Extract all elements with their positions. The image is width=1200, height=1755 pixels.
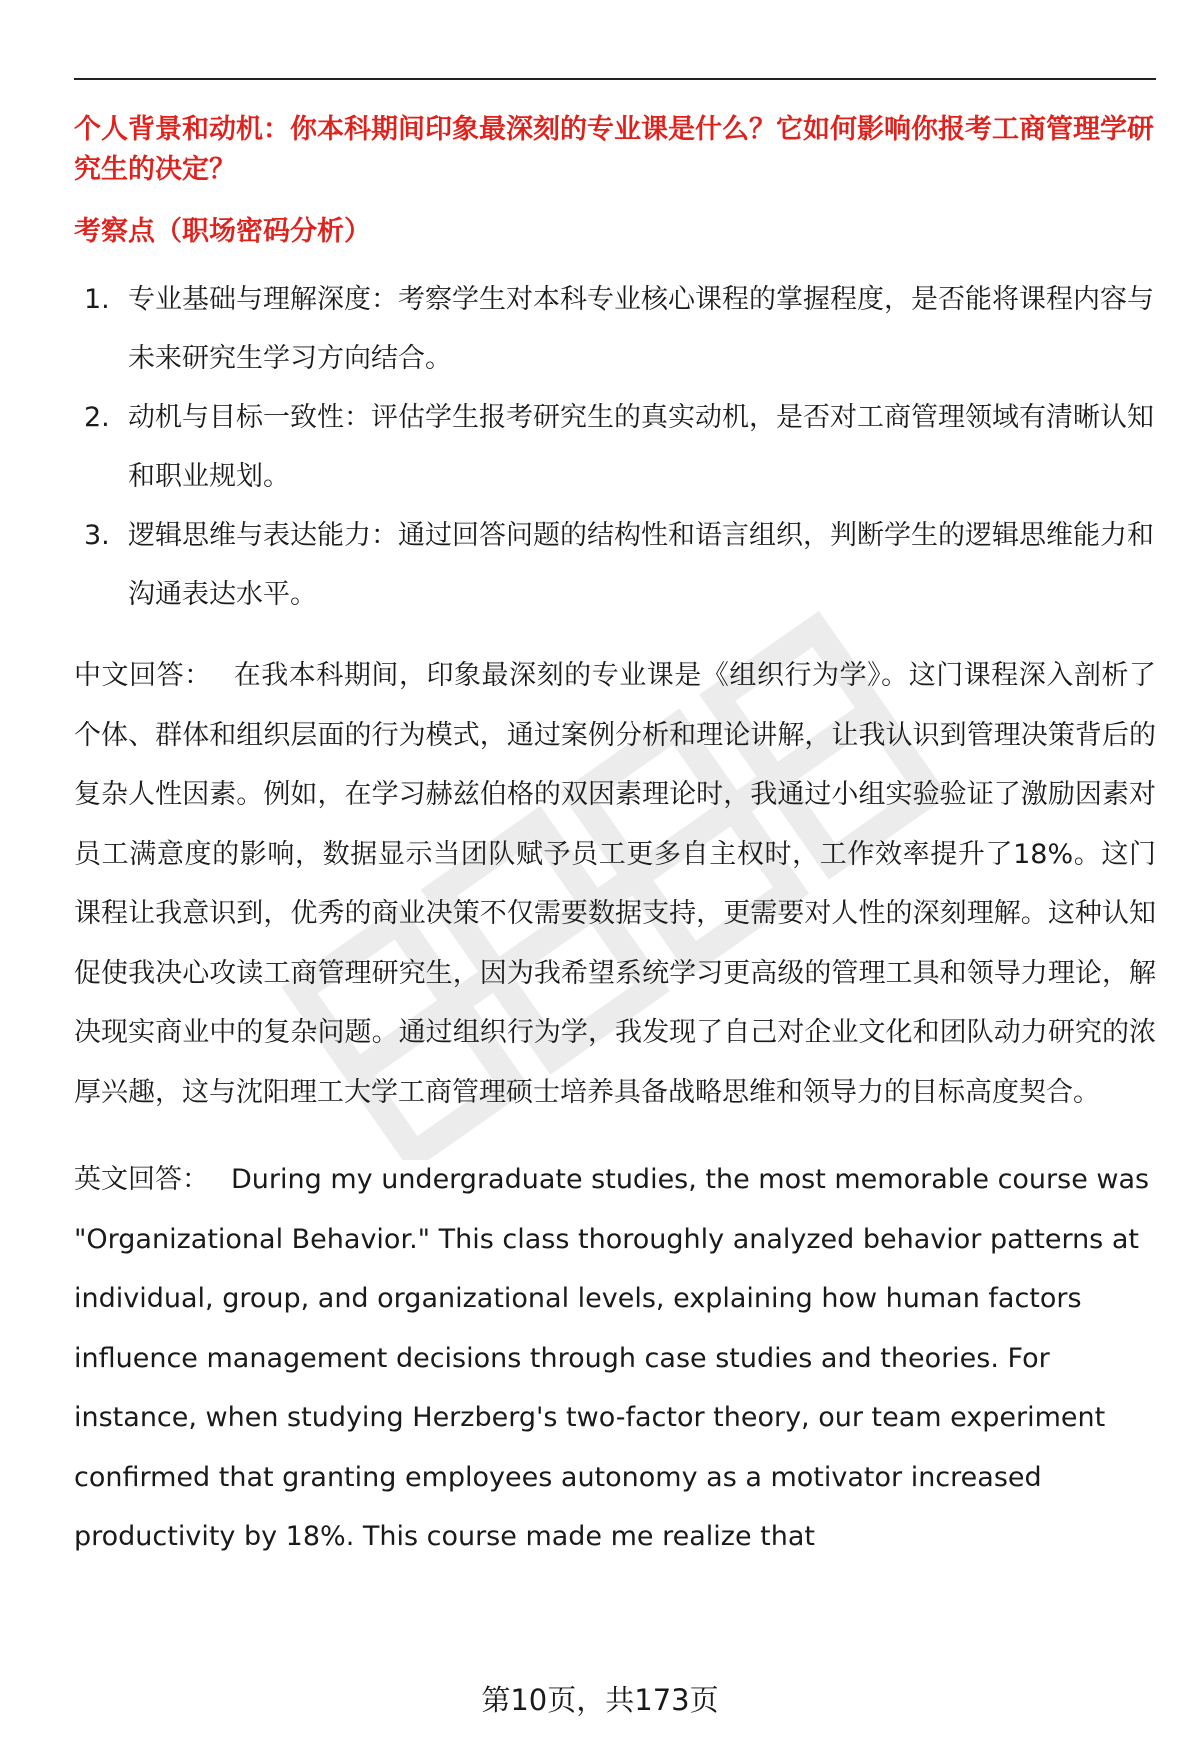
- page-footer: 第10页，共173页: [481, 1683, 719, 1717]
- english-answer-label: 英文回答：: [74, 1164, 209, 1195]
- list-item-text: 专业基础与理解深度：考察学生对本科专业核心课程的掌握程度，是否能将课程内容与未来研究生学习方向结合。: [128, 284, 1154, 374]
- list-item-text: 动机与目标一致性：评估学生报考研究生的真实动机，是否对工商管理领域有清晰认知和职业规划。: [128, 402, 1154, 492]
- list-item-number: 1.: [84, 284, 110, 315]
- header-divider: [74, 78, 1156, 80]
- english-answer: [74, 1150, 1156, 1567]
- main-content: [74, 110, 1156, 1567]
- list-item-number: 2.: [84, 402, 110, 433]
- list-item: [74, 388, 1156, 506]
- english-answer-text: During my undergraduate studies, the most memorable course was "Organizational Behavior." This class thoroughly analyzed behavior patterns at individual, group, and organizational levels, explaining how human factors influence management decisions through case studies and theories. For instance, when studying Herzberg's two-factor theory, our team experiment confirmed that granting employees autonomy as a motivator increased productivity by 18%. This course made me realize that: [74, 1164, 1150, 1552]
- list-item: [74, 270, 1156, 388]
- chinese-answer-label: 中文回答：: [74, 660, 212, 691]
- chinese-answer-text: 在我本科期间，印象最深刻的专业课是《组织行为学》。这门课程深入剖析了个体、群体和组织层面的行为模式，通过案例分析和理论讲解，让我认识到管理决策背后的复杂人性因素。例如，在学习赫兹伯格的双因素理论时，我通过小组实验验证了激励因素对员工满意度的影响，数据显示当团队赋予员工更多自主权时，工作效率提升了18%。这门课程让我意识到，优秀的商业决策不仅需要数据支持，更需要对人性的深刻理解。这种认知促使我决心攻读工商管理研究生，因为我希望系统学习更高级的管理工具和领导力理论，解决现实商业中的复杂问题。通过组织行为学，我发现了自己对企业文化和团队动力研究的浓厚兴趣，这与沈阳理工大学工商管理硕士培养具备战略思维和领导力的目标高度契合。: [74, 660, 1157, 1108]
- exam-points-list: [74, 270, 1156, 624]
- chinese-answer: [74, 646, 1156, 1122]
- list-item-number: 3.: [84, 520, 110, 551]
- question-title: 个人背景和动机：你本科期间印象最深刻的专业课是什么？它如何影响你报考工商管理学研究生的决定？: [74, 114, 1154, 185]
- exam-points-heading: 考察点（职场密码分析）: [74, 216, 371, 247]
- list-item: [74, 506, 1156, 624]
- list-item-text: 逻辑思维与表达能力：通过回答问题的结构性和语言组织，判断学生的逻辑思维能力和沟通表达水平。: [128, 520, 1154, 610]
